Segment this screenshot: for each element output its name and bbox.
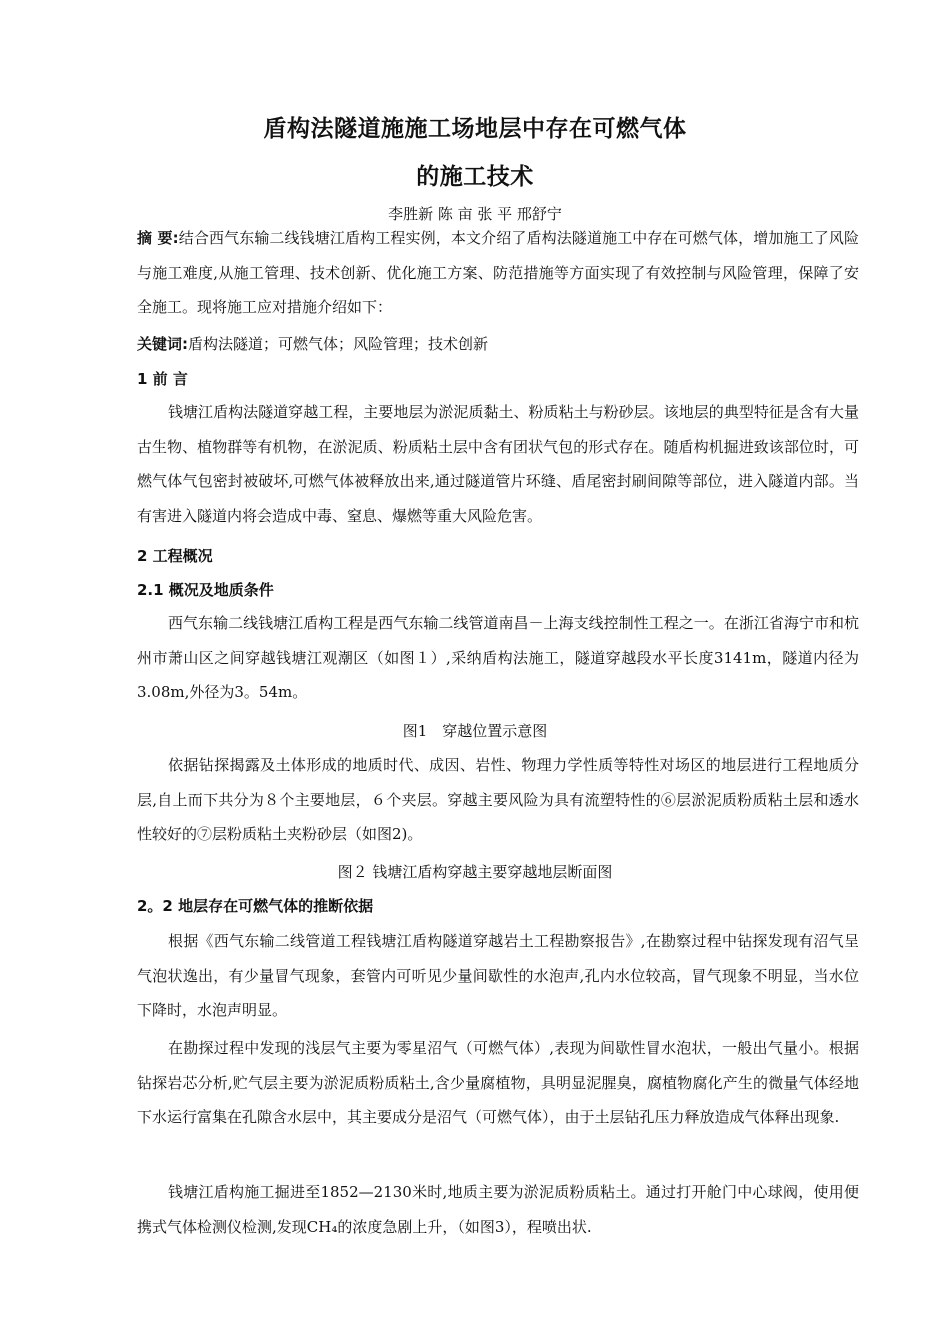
section-2-2-paragraph-1: 根据《西气东输二线管道工程钱塘江盾构隧道穿越岩土工程勘察报告》,在勘察过程中钻探发现有沼气呈气泡状逸出，有少量冒气现象，套管内可听见少量间歇性的水泡声,孔内水位较高，冒气现象不明显，当水位下降时，水泡声明显。 xyxy=(137,932,859,1019)
section-1-heading: 1 前 言 xyxy=(137,370,188,388)
section-2-2-paragraph-2: 在勘探过程中发现的浅层气主要为零星沼气（可燃气体）,表现为间歇性冒水泡状，一般出气量小。根据钻探岩芯分析,贮气层主要为淤泥质粉质粘土,含少量腐植物，具明显泥腥臭，腐植物腐化产生的微量气体经地下水运行富集在孔隙含水层中，其主要成分是沼气（可燃气体），由于土层钻孔压力释放造成气体释出现象. xyxy=(137,1039,859,1126)
section-1-paragraph: 钱塘江盾构法隧道穿越工程，主要地层为淤泥质黏土、粉质粘土与粉砂层。该地层的典型特征是含有大量古生物、植物群等有机物，在淤泥质、粉质粘土层中含有团状气包的形式存在。随盾构机掘进致该部位时，可燃气体气包密封被破坏,可燃气体被释放出来,通过隧道管片环缝、盾尾密封刷间隙等部位，进入隧道内部。当有害进入隧道内将会造成中毒、窒息、爆燃等重大风险危害。 xyxy=(137,403,859,525)
authors: 李胜新 陈 亩 张 平 邢舒宁 xyxy=(388,205,562,223)
section-2-1-heading: 2.1 概况及地质条件 xyxy=(137,581,274,599)
figure-1-caption: 图1 穿越位置示意图 xyxy=(402,722,548,740)
section-2-1-paragraph-1: 西气东输二线钱塘江盾构工程是西气东输二线管道南昌－上海支线控制性工程之一。在浙江省海宁市和杭州市萧山区之间穿越钱塘江观潮区（如图１）,采纳盾构法施工，隧道穿越段水平长度3141m，隧道内径为3.08m,外径为3。54m。 xyxy=(137,614,859,701)
keywords-label: 关键词: xyxy=(137,335,188,353)
figure-2-caption: 图２ 钱塘江盾构穿越主要穿越地层断面图 xyxy=(337,863,613,881)
keywords xyxy=(137,327,859,362)
section-2-2-paragraph-3: 钱塘江盾构施工掘进至1852—2130米时,地质主要为淤泥质粉质粘土。通过打开舱门中心球阀，使用便携式气体检测仪检测,发现CH₄的浓度急剧上升，（如图3），程喷出状. xyxy=(137,1183,859,1236)
title-line-2: 的施工技术 xyxy=(416,164,534,190)
title-line-1: 盾构法隧道施施工场地层中存在可燃气体 xyxy=(263,116,687,142)
section-2-heading: 2 工程概况 xyxy=(137,547,213,565)
keywords-text: 盾构法隧道；可燃气体；风险管理；技术创新 xyxy=(188,335,489,353)
abstract-text: 结合西气东输二线钱塘江盾构工程实例，本文介绍了盾构法隧道施工中存在可燃气体，增加施工了风险与施工难度,从施工管理、技术创新、优化施工方案、防范措施等方面实现了有效控制与风险管理，保障了安全施工。现将施工应对措施介绍如下： xyxy=(137,229,859,316)
section-2-1-paragraph-2: 依据钻探揭露及土体形成的地质时代、成因、岩性、物理力学性质等特性对场区的地层进行工程地质分层,自上而下共分为８个主要地层，６个夹层。穿越主要风险为具有流塑特性的⑥层淤泥质粉质粘土层和透水性较好的⑦层粉质粘土夹粉砂层（如图2)。 xyxy=(137,756,859,843)
section-2-2-heading: 2。2 地层存在可燃气体的推断依据 xyxy=(137,897,374,915)
abstract-label: 摘 要: xyxy=(137,229,179,247)
abstract xyxy=(137,221,859,325)
